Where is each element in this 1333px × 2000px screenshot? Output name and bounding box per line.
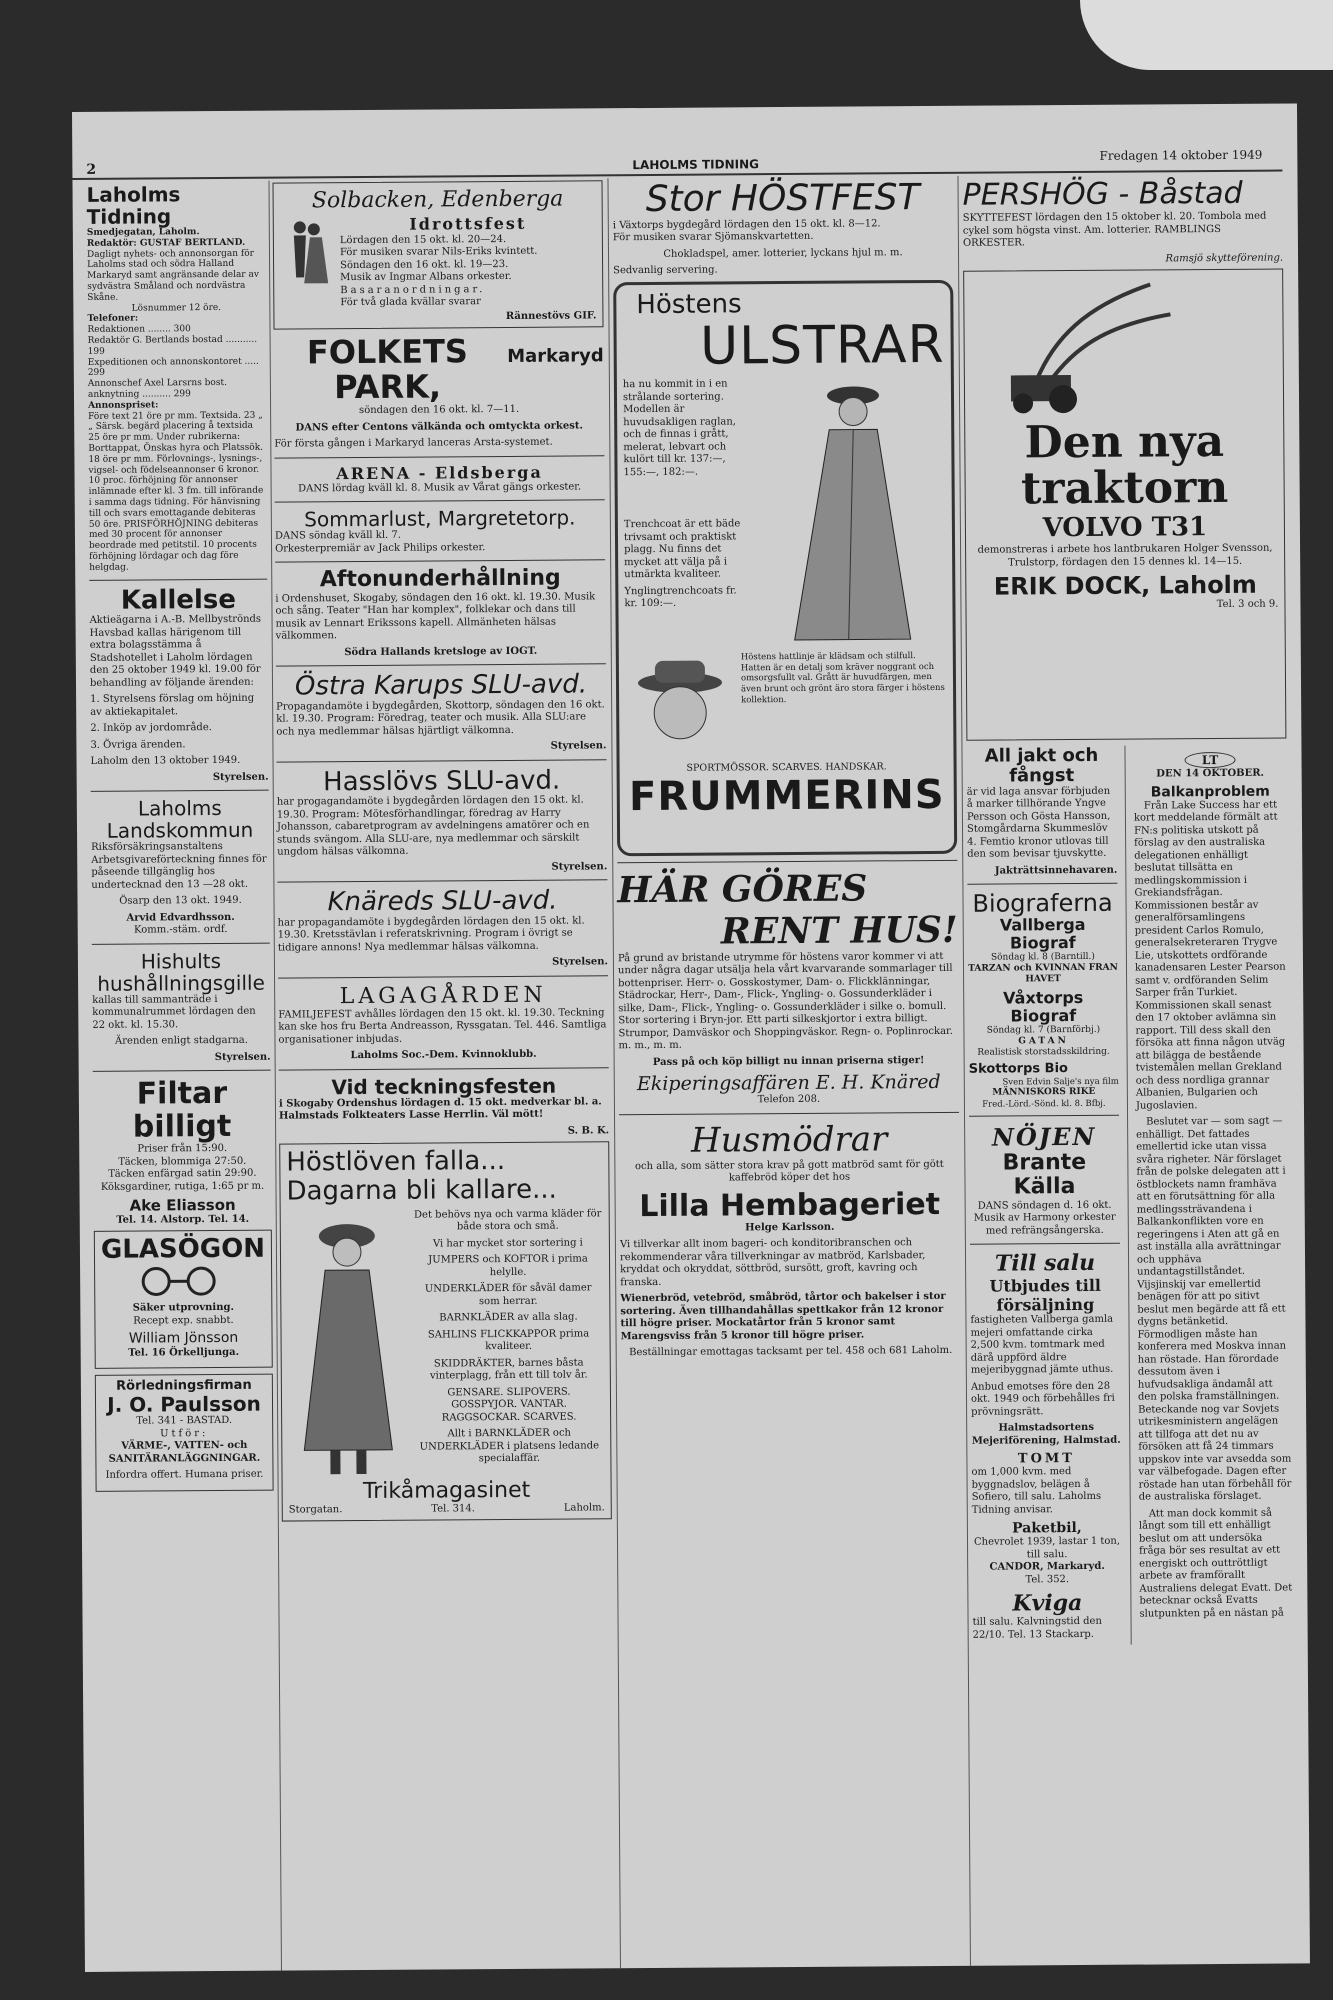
- arena-body: DANS lördag kväll kl. 8. Musik av Vårat gängs orkester.: [298, 481, 582, 495]
- rent-title1: HÄR GÖRES: [617, 867, 868, 911]
- pershog-sign: Ramsjö skytteförening.: [1165, 252, 1284, 264]
- masthead-desc: Dagligt nyhets- och annonsorgan för Laholms stad och södra Halland Markaryd samt angränsande delar av sydvästra Småland och nordvästra Skåne.: [86, 248, 259, 303]
- divider: [970, 1243, 1120, 1245]
- kallelse-item: 3. Övriga ärenden.: [90, 738, 186, 751]
- left-subcolumn: [966, 746, 1122, 1646]
- afton-body: i Ordenshuset, Skogaby, söndagen den 16 okt. kl. 19.30. Musik och sång. Teater "Han har komplex", folklekar och dans till musik av Lennart Erikssons kapell. Allmänheten hälsas välkommen.: [275, 590, 596, 642]
- traktor-title2: traktorn: [1020, 461, 1229, 515]
- masthead-editor: Redaktör: GUSTAF BERTLAND.: [86, 237, 246, 249]
- lagagarden-title: LAGAGÅRDEN: [339, 982, 547, 1009]
- vaxtorp-time: Söndag kl. 7 (Barnförbj.): [986, 1024, 1101, 1036]
- paulsson-name: J. O. Paulsson: [107, 1392, 261, 1418]
- knareds-body: har propagandamöte i bygdegården lördagen den 15 okt. kl. 19.30. Kretsstävlan i referatskrivning. Program i övrigt se tidigare annons! Nya medlemmar hälsas välkomna.: [277, 915, 585, 954]
- paulsson-ad: [95, 1374, 274, 1492]
- trika-line: JUMPERS och KOFTOR i prima helylle.: [428, 1253, 588, 1278]
- filtar-name: Ake Eliasson: [129, 1195, 236, 1215]
- glove-fragment: [1080, 0, 1333, 70]
- salu-title: Till salu: [994, 1249, 1096, 1277]
- glasogon-name: William Jönsson: [128, 1330, 239, 1347]
- vaxtorp-film: GATAN: [1018, 1035, 1069, 1047]
- knareds-title: Knäreds SLU-avd.: [327, 885, 558, 918]
- frummerins-text: Höstens hattlinje är klädsam och stilfull. Hatten är en detalj som kräver noggrant och omsorgsfullt val. Grått är huvudfärgen, men även brunt och grönt äro stora färger i höstens kollektion.: [740, 651, 945, 705]
- pershog-body: SKYTTEFEST lördagen den 15 oktober kl. 20. Tombola med cykel som högsta vinst. Am. lotterier. RAMBLINGS ORKESTER.: [962, 210, 1267, 249]
- trika-line: UNDERKLÄDER för såväl damer som herrar.: [424, 1282, 592, 1307]
- solbacken-ad: [272, 180, 603, 329]
- filtar-title: Filtar billigt: [132, 1076, 232, 1145]
- glasogon-tel: Tel. 16 Örkelljunga.: [128, 1346, 240, 1359]
- glasogon-ad: [94, 1230, 273, 1369]
- hasslovs-ad: [277, 766, 608, 876]
- skottorp-time: Fred.-Lörd.-Sönd. kl. 8. Bfbj.: [982, 1098, 1106, 1110]
- page-number: 2: [86, 161, 97, 178]
- column-3: [612, 178, 960, 1364]
- hishults-body: kallas till sammanträde i kommunalrummet lördagen den 22 okt. kl. 15.30.: [92, 993, 256, 1031]
- paulsson-title: Rörledningsfirman: [116, 1377, 252, 1394]
- kallelse-item: 2. Inköp av jordområde.: [90, 722, 212, 734]
- nojen-ad: [969, 1122, 1120, 1238]
- rent-tel: Telefon 208.: [757, 1093, 821, 1106]
- phone-line: Redaktör G. Bertlands bostad ........... 199: [87, 334, 258, 357]
- dancers-illustration: [282, 217, 333, 297]
- afton-ad: [275, 567, 606, 660]
- phone-line: Redaktionen ........ 300: [87, 324, 191, 336]
- landskommun-sign2: Komm.-stäm. ordf.: [133, 924, 228, 936]
- sommarlust-body: DANS söndag kväll kl. 7.: [274, 530, 401, 542]
- folkets-title: FOLKETS PARK,: [306, 332, 469, 407]
- divider: [91, 790, 269, 792]
- teckningsfest-ad: [279, 1074, 609, 1140]
- filtar-tel: Tel. 14. Alstorp. Tel. 14.: [116, 1213, 250, 1226]
- nojen-place: Brante Källa: [1002, 1150, 1087, 1200]
- paulsson-offer: Infordra offert. Humana priser.: [105, 1469, 264, 1482]
- landskommun-sign: Arvid Edvardhsson.: [126, 911, 235, 924]
- kallelse-date: Laholm den 13 oktober 1949.: [90, 754, 241, 767]
- trika-title1: Höstlöven falla...: [286, 1146, 506, 1178]
- knareds-ad: [277, 887, 608, 972]
- trika-line: GENSARE. SLIPOVERS. GOSSPYJOR. VANTAR. RAGGSOCKAR. SCARVES.: [441, 1386, 577, 1423]
- trika-line: BARNKLÄDER av alla slag.: [439, 1311, 578, 1324]
- hostfest-body: i Växtorps bygdegård lördagen den 15 okt. kl. 8—12.: [612, 217, 881, 231]
- teckning-title: Vid teckningsfesten: [331, 1073, 557, 1100]
- ostra-sign: Styrelsen.: [550, 740, 607, 752]
- bageri-body: och alla, som sätter stora krav på gott matbröd samt för gött kaffebröd köper det hos: [634, 1158, 944, 1184]
- trika-line: SAHLINS FLICKKAPPOR prima kvaliteer.: [427, 1327, 590, 1353]
- paulsson-tel: Tel. 341 - BASTAD.: [136, 1415, 233, 1427]
- filtar-line: Täcken, blommiga 27:50.: [118, 1155, 247, 1168]
- hishults-title2: hushållningsgille: [97, 970, 265, 996]
- ostra-body: Propagandamöte i bygdegården, Skottorp, söndagen den 16 okt. kl. 19.30. Program: Föredrag, teater och musik. Alla SLU:are och nya medlemmar hälsas hjärtligt välkomna.: [276, 698, 605, 738]
- afton-sign: Södra Hallands kretsloge av IOGT.: [344, 645, 538, 658]
- bageri-body4: Beställningar emottagas tacksamt per tel. 458 och 681 Laholm.: [629, 1344, 953, 1359]
- hostfest-body: Chokladspel, amer. lotterier, lyckans hjul m. m.: [663, 246, 903, 260]
- jakt-sign: Jakträttsinnehavaren.: [994, 864, 1118, 877]
- rent-title2: RENT HUS!: [720, 908, 958, 953]
- man-in-coat-illustration: [743, 377, 925, 648]
- teckning-sign: S. B. K.: [567, 1125, 610, 1137]
- landskommun-date: Ösarp den 13 okt. 1949.: [119, 894, 242, 907]
- lagagarden-body: FAMILJEFEST avhålles lördagen den 15 okt. kl. 19.30. Teckning kan ske hos fru Berta Andreasson, Ryssgatan. Tel. 446. Samtliga organisationer inbjudas.: [278, 1007, 607, 1046]
- divider: [277, 759, 607, 762]
- rent-body: På grund av bristande utrymme för höstens varor kommer vi att under några dagar utsälja hela vårt kvarvarande sommarlager till bottenpriser. Herr- o. Gosskostymer, Dam- o. Flickklänningar, Städrockar, Herr-, Dam-, Flick-, Yngling- o. Gossunderkläder i silke, Dam-, Flick-, Yngling- o. Gossunderkläder i silke o. bomull. Stor sortering i Bryn-jor. Ett parti silkeskjortor i extra billigt. Strumpor, Damväskor och Shoppingväskor. Regn- o. Poplinrockar. m. m., m. m.: [617, 950, 953, 1052]
- glasses-icon: [101, 1263, 261, 1298]
- traktor-dealer: ERIK DOCK, Laholm: [993, 571, 1257, 601]
- masthead: [87, 183, 268, 574]
- solbacken-sign: Rännestövs GIF.: [505, 309, 597, 322]
- hostfest-body: För musiken svarar Sjömanskvartetten.: [612, 230, 814, 244]
- masthead-address: Smedjegatan, Laholm.: [86, 227, 200, 238]
- newspaper-page: [72, 103, 1310, 1972]
- vallberga-biograf: Vallberga Biograf: [999, 915, 1086, 953]
- vaxtorp-biograf: Våxtorps Biograf: [1003, 988, 1084, 1026]
- ostra-title: Östra Karups SLU-avd.: [294, 669, 588, 702]
- trika-street: Storgatan.: [288, 1503, 343, 1516]
- solbacken-line: Basaranordningar.: [340, 283, 486, 296]
- jakt-body: är vid laga ansvar förbjuden å marker tillhörande Yngve Persson och Gösta Hansson, Stomgårdarna Skummeslöv 4. Femtio kronor utlovas till den som bevisar tjuvskytte.: [966, 785, 1111, 860]
- biograferna-title: Biograferna: [972, 888, 1113, 918]
- traktor-title1: Den nya: [1024, 415, 1225, 468]
- tractor-wheat-illustration: [970, 274, 1271, 416]
- lt-title: Balkanproblem: [1150, 783, 1270, 800]
- hishults-title: Hishults: [140, 948, 222, 974]
- column-4: [962, 176, 1292, 1646]
- folkets-place: Markaryd: [507, 345, 604, 367]
- glasogon-line: Säker utprovning.: [132, 1302, 234, 1314]
- bageri-body2: Vi tillverkar allt inom bageri- och konditoribranschen och rekommenderar våra tillverkningar av matbröd, Karlsbader, kryddat och okryddat, söttbröd, sursött, groft, kavring och franska.: [619, 1237, 926, 1288]
- filtar-line: Köksgardiner, rutiga, 1:65 pr m.: [100, 1180, 265, 1193]
- frummerins-heading2: ULSTRAR: [699, 315, 945, 377]
- solbacken-title: Solbacken, Edenberga: [311, 186, 564, 214]
- bageri-ad: [619, 1118, 961, 1359]
- solbacken-club: Idrottsfest: [409, 213, 527, 234]
- bageri-title: Husmödrar: [690, 1118, 888, 1161]
- divider: [92, 942, 270, 944]
- divider: [619, 1111, 959, 1114]
- traktor-model: VOLVO T31: [1042, 511, 1208, 544]
- trika-line: Vi har mycket stor sortering i: [432, 1236, 583, 1250]
- paket-tel: Tel. 352.: [1025, 1573, 1070, 1585]
- divider: [277, 880, 607, 883]
- salu-ad: [970, 1250, 1123, 1642]
- divider: [617, 859, 957, 862]
- divider: [969, 1115, 1119, 1117]
- arena-title: ARENA - Eldsberga: [336, 462, 543, 484]
- solbacken-line: För musiken svarar Nils-Eriks kvintett.: [339, 245, 538, 259]
- divider: [278, 975, 608, 978]
- hasslovs-title: Hasslövs SLU-avd.: [323, 765, 561, 797]
- filtar-line: Priser från 15:90.: [137, 1143, 228, 1155]
- kallelse-item: 1. Styrelsens förslag om höjning av aktiekapitalet.: [90, 692, 255, 718]
- kviga-body: till salu. Kalvningstid den 22/10. Tel. 13 Stackarp.: [972, 1615, 1102, 1641]
- kallelse-ad: [89, 585, 268, 785]
- divider: [967, 883, 1117, 885]
- rates-label: Annonspriset:: [88, 400, 159, 411]
- trika-line: Allt i BARNKLÄDER och UNDERKLÄDER i platsens ledande specialaffär.: [419, 1427, 600, 1465]
- traktor-ad: [963, 269, 1286, 741]
- kallelse-body: Aktieägarna i A.-B. Mellbyströnds Havsbad kallas härigenom till extra bolagsstämma å Stadshotellet i Laholm lördagen den 25 oktober 1949 kl. 19.00 för behandling av följande ärenden:: [89, 613, 262, 689]
- kallelse-sign: Styrelsen.: [212, 771, 269, 783]
- lagagarden-ad: [278, 982, 609, 1063]
- trika-line: Det behövs nya och varma kläder för både stora och små.: [413, 1207, 602, 1233]
- landskommun-title: Laholms: [137, 796, 222, 821]
- pershog-ad: [962, 176, 1283, 267]
- divider: [275, 500, 605, 503]
- folkets-line: För första gången i Markaryd lanceras Arsta-systemet.: [274, 437, 553, 450]
- ostra-karup-ad: [276, 670, 607, 755]
- frummerins-heading1: Höstens: [636, 288, 742, 320]
- column-1: [87, 183, 274, 1498]
- jakt-title: All jakt och fångst: [984, 744, 1099, 787]
- phone-line: Expeditionen och annonskontoret ..... 299: [87, 356, 259, 379]
- glasogon-line: Recept exp. snabbt.: [133, 1314, 234, 1327]
- trika-tel: Tel. 314.: [431, 1502, 475, 1515]
- divider: [279, 1067, 609, 1070]
- trika-line: SKIDDRÄKTER, barnes båsta vinterplagg, från ett till tolv år.: [429, 1356, 588, 1382]
- solbacken-line: För två glada kvällar svarar: [340, 296, 481, 309]
- paket-title: Paketbil,: [1012, 1520, 1082, 1537]
- hasslovs-sign: Styrelsen.: [551, 861, 608, 873]
- landskommun-ad: [91, 797, 270, 938]
- kallelse-title: Kallelse: [120, 584, 237, 616]
- solbacken-line: Musik av Ingmar Albans orkester.: [340, 270, 512, 284]
- trika-city: Laholm.: [563, 1502, 605, 1514]
- salu-body: fastigheten Vallberga gamla mejeri omfattande cirka 2,500 kvm. tomtmark med därå uppförd äldre mejeribyggnad jämte uthus.: [970, 1313, 1114, 1376]
- rent-hus-ad: [617, 866, 959, 1107]
- bageri-body3: Wienerbröd, vetebröd, småbröd, tårtor och bakelser i stor sortering. Även tillhandahållas spettkakor från 12 kronor till högre priser. Mockatårtor från 5 kronor samt Marengsviss från 5 kronor till högre priser.: [620, 1291, 946, 1342]
- folkets-line: DANS efter Centons välkända och omtyckta orkest.: [295, 420, 583, 434]
- knareds-sign: Styrelsen.: [552, 956, 608, 969]
- teckning-body: i Skogaby Ordenshus lördagen d. 15 okt. medverkar bl. a. Halmstads Folkteaters Lasse Herrlin. Väl mött!: [278, 1096, 602, 1122]
- bageri-owner: Helge Karlsson.: [745, 1221, 835, 1233]
- rates-text: Före text 21 öre pr mm. Textsida. 23 „ „ Särsk. begärd placering å textsida 25 öre pr mm. Under rubrikerna: Borttappat, Önskas hyra och Platssök. 18 öre pr mm. Förlovnings-, lysnings-, vigsel- och födelseannonser 6 kronor. 10 proc. förhöjning för annonser inlämnade efter kl. 3 fm. till införande i samma dags tidning. För hänvisning till och svars emottagande debiteras 50 öre. PRISFÖRHÖJNING debiteras med 30 procent för annonser beordrade med petitstil. 10 procents förhöjning lördagar och dag före helgdag.: [88, 410, 264, 573]
- rent-name: Ekiperingsaffären E. H. Knäred: [636, 1071, 941, 1096]
- trika-name: Trikåmagasinet: [362, 1477, 531, 1504]
- filtar-line: Täcken enfärgad satin 29:90.: [108, 1167, 257, 1180]
- folkets-line: söndagen den 16 okt. kl. 7—11.: [359, 404, 520, 417]
- paulsson-work: VÄRME-, VATTEN- och SANITÄRANLÄGGNINGAR.: [108, 1440, 261, 1465]
- girl-in-coat-illustration: [287, 1209, 409, 1480]
- divider: [275, 560, 605, 563]
- lt-body2: Beslutet var — som sagt — enhälligt. Det fattades emellertid icke utan vissa svåra righeter. När förslaget från de polske delegaten att i östblockets namn framhäva att en förutsättning för alla medlingssträvandena i Balkankonflikten vore en regeringens i Aten att gå en ast inställa alla avrättningar och upphäva undantagstillståndet. Vijsjinskij var emellertid benägen för att po sitivt beslut men begärde att få ett dygns betänketid. Förmodligen måste han konferera med Moskva innan han röstade. Han förordade dessutom även i hufvudsakliga ändamål att den polska framställningen. Beteckande nog var Sovjets utrikesministern angelägen att tillfoga att det nu av försöken att få 24 timmars uppskov inte var avsedda som var välbefogade. Dagen efter röstade han utan förbehåll för de australiska förslaget.: [1136, 1115, 1292, 1503]
- paulsson-utfor: Utför:: [160, 1427, 209, 1440]
- tomt-title: TOMT: [1017, 1451, 1076, 1467]
- masthead-price: Lösnummer 12 öre.: [131, 302, 222, 314]
- column-2: [272, 180, 611, 1527]
- divider: [89, 578, 267, 580]
- landskommun-body: Riksförsäkringsanstaltens Arbetsgivareförteckning finnes för påseende tillgänglig hos undertecknad den 13 —28 okt.: [91, 841, 267, 891]
- glasogon-title: GLASÖGON: [100, 1233, 266, 1265]
- skottorp-text: Sven Edvin Salje's nya film: [1002, 1076, 1119, 1088]
- arena-ad: [274, 462, 604, 496]
- frummerins-ad: [613, 279, 957, 855]
- jakt-ad: [966, 746, 1117, 878]
- hat-illustration: [625, 652, 736, 763]
- biograferna-ad: [967, 890, 1119, 1110]
- salu-sign: Halmstadsortens Mejeriförening, Halmstad.: [971, 1421, 1121, 1447]
- vaxtorp-note: Realistisk storstadsskildring.: [977, 1046, 1110, 1058]
- divider: [93, 1070, 271, 1072]
- frummerins-items: SPORTMÖSSOR. SCARVES. HANDSKAR.: [686, 761, 887, 774]
- lagagarden-sign: Laholms Soc.-Dem. Kvinnoklubb.: [350, 1049, 537, 1062]
- lt-editorial: [1133, 745, 1292, 1645]
- phone-line: Annonschef Axel Larsrns bost. anknytning .......... 299: [87, 378, 227, 400]
- traktor-body: demonstreras i arbete hos lantbrukaren Holger Svensson, Trulstorp, fördagen den 15 dennes kl. 14—15.: [977, 543, 1273, 569]
- rent-body2: Pass på och köp billigt nu innan priserna stiger!: [652, 1054, 925, 1068]
- hishults-sign: Styrelsen.: [214, 1051, 271, 1063]
- filtar-ad: [93, 1077, 272, 1227]
- hostfest-body: Sedvanlig servering.: [613, 264, 718, 277]
- hostfest-ad: [612, 178, 953, 278]
- skottorp-bio: Skottorps Bio: [968, 1061, 1068, 1078]
- nojen-body: DANS söndagen d. 16 okt. Musik av Harmony orkester med refrängsångerska.: [973, 1199, 1116, 1237]
- sommarlust-body2: Orkesterpremiär av Jack Philips orkester.: [275, 542, 486, 555]
- vallberga-time: Söndag kl. 8 (Barntill.): [990, 951, 1095, 963]
- lt-body3: Att man dock kommit så långt som till ett enhälligt beslut om att undersöka fråga bör ses resultat av ett energiskt och outtröttligt arbete av framförallt Australiens delegat Evatt. Det betecknar också Evatts slutpunkten på en nästan på: [1138, 1507, 1293, 1620]
- hishults-ad: [92, 949, 271, 1065]
- masthead-title: Laholms Tidning: [86, 182, 181, 229]
- paper-name: LAHOLMS TIDNING: [632, 157, 760, 173]
- trika-title2: Dagarna bli kallare...: [286, 1174, 557, 1207]
- kviga-title: Kviga: [1012, 1590, 1083, 1617]
- pershog-title: PERSHÖG - Båstad: [962, 175, 1243, 213]
- trikamagasinet-ad: [279, 1142, 612, 1522]
- lt-body: Från Lake Success har ett kort meddelande förmält att FN:s politiska utskott på förslag av den australiska delegationen enhälligt beslutat tillsätta en medlingskommission i Grekiandsfrågan. Kommissionen består av generalförsamlingens president Carlos Romulo, generalsekreteraren Trygve Lie, utskottets ordförande kanadensaren Lester Pearson samt v. ordföranden Selim Sarper från Turkiet. Kommissionen skall senast den 17 oktober avlämna sin rapport. Till dess skall den försöka att finna någon utväg att bilägga de bestående tvistemålen mellan Grekland och dess nordliga grannar Albanien, Bulgarien och Jugoslavien.: [1133, 799, 1286, 1112]
- hishults-body2: Ärenden enligt stadgarna.: [114, 1034, 248, 1047]
- frummerins-text: Trenchcoat är ett bäde trivsamt och praktiskt plagg. Nu finns det mycket att välja på i utmärkta kvaliteer.: [623, 518, 741, 581]
- traktor-tel: Tel. 3 och 9.: [1216, 598, 1279, 610]
- salu-sub: Utbjudes till försäljning: [989, 1275, 1102, 1315]
- paket-body: Chevrolet 1939, lastar 1 ton, till salu.: [973, 1535, 1121, 1560]
- folkets-park-ad: [274, 333, 605, 451]
- skottorp-film: MÄNNISKORS RIKE: [992, 1087, 1096, 1098]
- lt-badge: LT: [1185, 752, 1236, 768]
- solbacken-line: Söndagen den 16 okt. kl. 19—23.: [340, 258, 509, 271]
- divider: [274, 455, 604, 458]
- landskommun-title2: Landskommun: [106, 817, 254, 843]
- frummerins-text: ha nu kommit in i en strålande sortering. Modellen är huvudsakligen raglan, och de finnas i grått, melerat, lebvart och kulört till kr. 137:—, 155:—, 182:—.: [622, 378, 737, 478]
- paket-sign: CANDOR, Markaryd.: [989, 1560, 1105, 1573]
- salu-body2: Anbud emotses före den 28 okt. 1949 och förbehålles fri prövningsrätt.: [970, 1380, 1115, 1418]
- phones-label: Telefoner:: [87, 313, 139, 325]
- solbacken-line: Lördagen den 15 okt. kl. 20—24.: [339, 233, 507, 246]
- lt-date: DEN 14 OKTOBER.: [1156, 767, 1265, 780]
- tomt-body: om 1,000 kvm. med byggnadslov, belägen å Sofiero, till salu. Laholms Tidning anvisar.: [971, 1466, 1102, 1516]
- nojen-title: NÖJEN: [991, 1122, 1097, 1152]
- subcolumn-rule: [1124, 746, 1131, 1645]
- afton-title: Aftonunderhållning: [319, 565, 561, 593]
- vallberga-film: TARZAN och KVINNAN FRAN HAVET: [968, 962, 1118, 985]
- frummerins-name: FRUMMERINS: [628, 771, 945, 821]
- bageri-name: Lilla Hembageriet: [639, 1186, 941, 1224]
- issue-date: Fredagen 14 oktober 1949: [1099, 147, 1263, 163]
- frummerins-text: Ynglingtrenchcoats fr. kr. 109:—.: [624, 584, 737, 610]
- sommarlust-title: Sommarlust, Margretetorp.: [304, 505, 576, 532]
- divider: [276, 663, 606, 666]
- hasslovs-body: har progagandamöte i bygdegården lördagen den 15 okt. kl. 19.30. Program: Mötesförhandlingar, föredrag av Harry Johansson, cabaretprogram av avdelningens amatörer och en stunds svängom. Alla SLU-are, nya medlemmar och särskilt ungdom hälsas välkomna.: [276, 794, 590, 858]
- sommarlust-ad: [275, 507, 605, 556]
- hostfest-title: Stor HÖSTFEST: [645, 177, 920, 220]
